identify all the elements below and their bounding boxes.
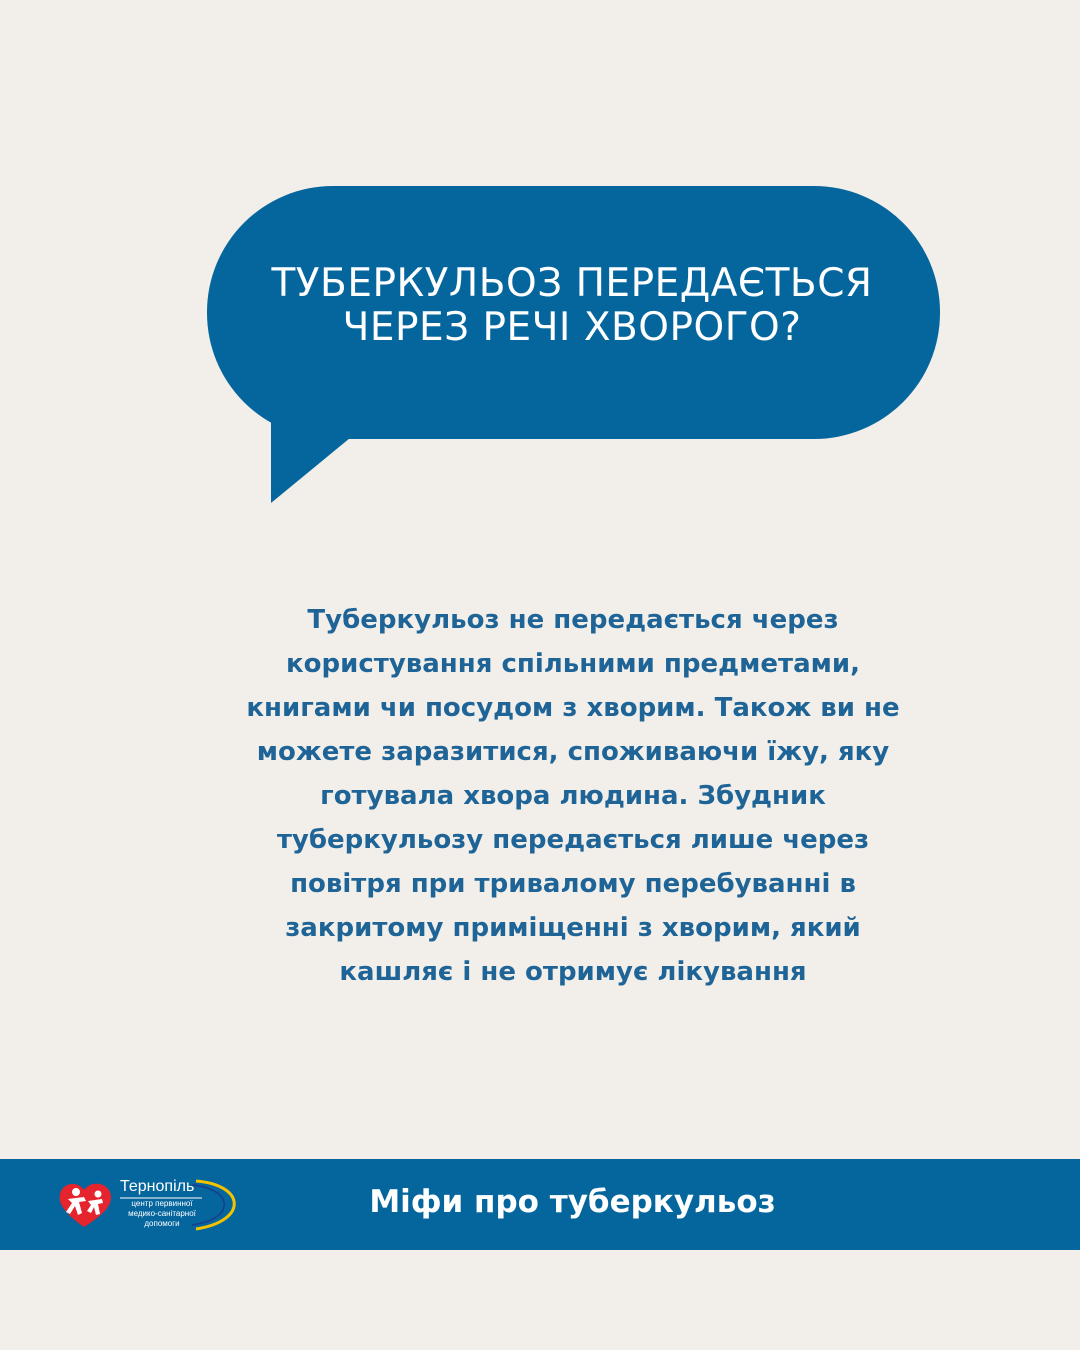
logo-subtitle-line: медико-санітарної <box>128 1209 196 1218</box>
footer-bar <box>0 1159 1080 1250</box>
question-heading-line: ТУБЕРКУЛЬОЗ ПЕРЕДАЄТЬСЯ <box>271 261 873 306</box>
logo-subtitle <box>118 1199 206 1229</box>
answer-line: можете заразитися, споживаючи їжу, яку <box>256 737 890 767</box>
answer-line: Туберкульоз не передається через <box>307 605 839 635</box>
logo-subtitle-line: центр первинної <box>131 1199 193 1208</box>
answer-line: туберкульозу передається лише через <box>276 825 870 855</box>
question-heading-line: ЧЕРЕЗ РЕЧІ ХВОРОГО? <box>342 305 802 350</box>
series-title: Міфи про туберкульоз <box>369 1184 776 1220</box>
clinic-logo <box>56 1175 246 1235</box>
answer-line: закритому приміщенні з хворим, який <box>285 913 861 943</box>
answer-line: повітря при тривалому перебуванні в <box>290 869 856 899</box>
answer-paragraph <box>210 598 936 994</box>
answer-line: книгами чи посудом з хворим. Також ви не <box>246 693 900 723</box>
question-heading <box>232 262 912 350</box>
logo-city-name: Тернопіль <box>120 1178 195 1195</box>
logo-subtitle-line: допомоги <box>144 1219 180 1228</box>
answer-line: готувала хвора людина. Збудник <box>320 781 826 811</box>
answer-line: користування спільними предметами, <box>286 649 860 679</box>
answer-line: кашляє і не отримує лікування <box>339 957 807 987</box>
